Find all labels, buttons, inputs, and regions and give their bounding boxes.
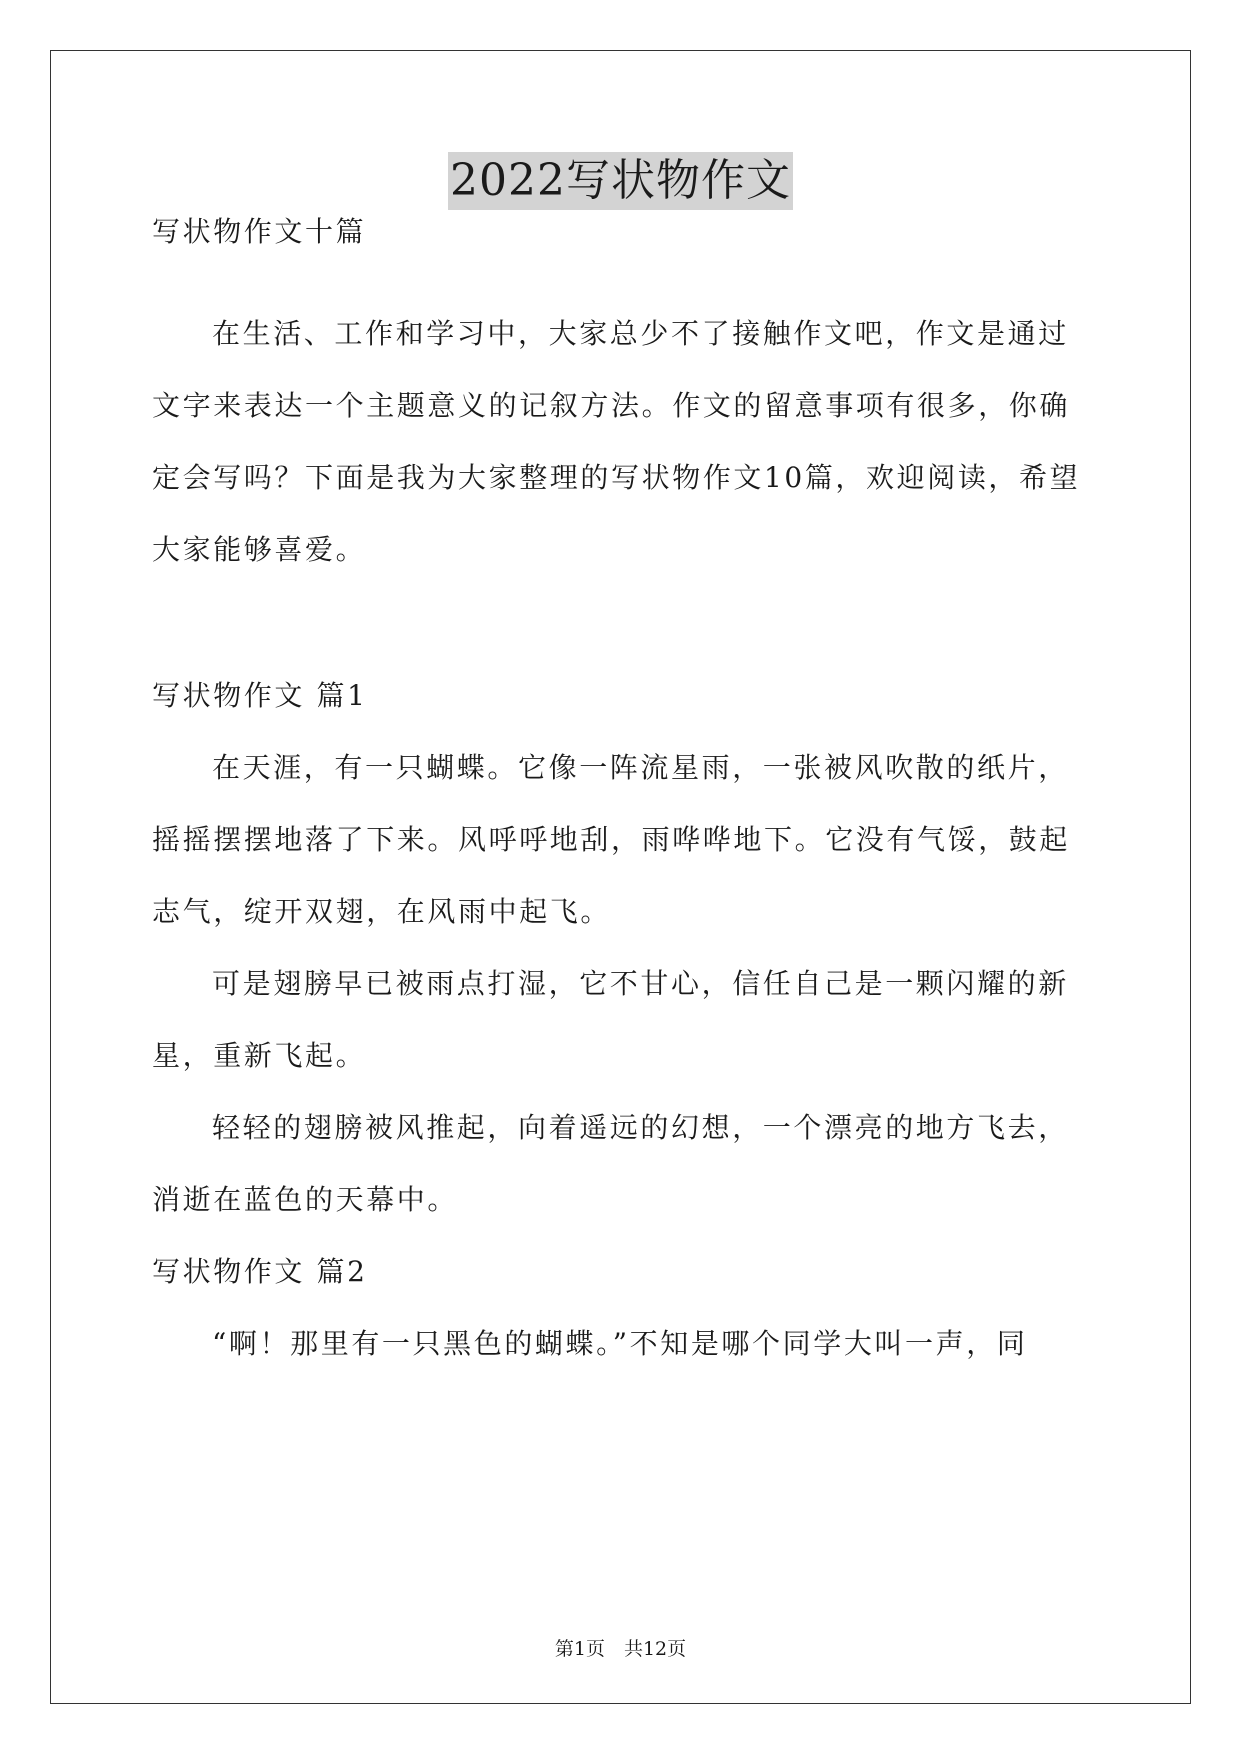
section-2-heading: 写状物作文 篇2 (152, 1255, 368, 1288)
intro-line-1: 在生活、工作和学习中，大家总少不了接触作文吧，作文是通过 (212, 317, 1069, 350)
section-1-line-7: 消逝在蓝色的天幕中。 (152, 1183, 459, 1216)
document-title (0, 152, 1241, 210)
intro-line-4: 大家能够喜爱。 (152, 533, 367, 566)
intro-line-3: 定会写吗？下面是我为大家整理的写状物作文10篇，欢迎阅读，希望 (152, 461, 1081, 494)
page-frame (50, 50, 1191, 1704)
section-1-line-2: 摇摇摆摆地落了下来。风呼呼地刮，雨哗哗地下。它没有气馁，鼓起 (152, 823, 1071, 856)
section-1-line-1: 在天涯，有一只蝴蝶。它像一阵流星雨，一张被风吹散的纸片， (212, 751, 1069, 784)
section-1-line-6: 轻轻的翅膀被风推起，向着遥远的幻想，一个漂亮的地方飞去， (212, 1111, 1069, 1144)
section-1-line-4: 可是翅膀早已被雨点打湿，它不甘心，信任自己是一颗闪耀的新 (212, 967, 1069, 1000)
section-1-line-3: 志气，绽开双翅，在风雨中起飞。 (152, 895, 612, 928)
document-title-text: 2022写状物作文 (448, 152, 793, 210)
section-1-heading: 写状物作文 篇1 (152, 679, 368, 712)
section-2-line-1: “啊！那里有一只黑色的蝴蝶。”不知是哪个同学大叫一声，同 (212, 1327, 1028, 1360)
intro-line-2: 文字来表达一个主题意义的记叙方法。作文的留意事项有很多，你确 (152, 389, 1071, 422)
section-1-line-5: 星，重新飞起。 (152, 1039, 367, 1072)
page-footer: 第1页 共12页 (554, 1638, 687, 1660)
subtitle: 写状物作文十篇 (152, 215, 367, 248)
